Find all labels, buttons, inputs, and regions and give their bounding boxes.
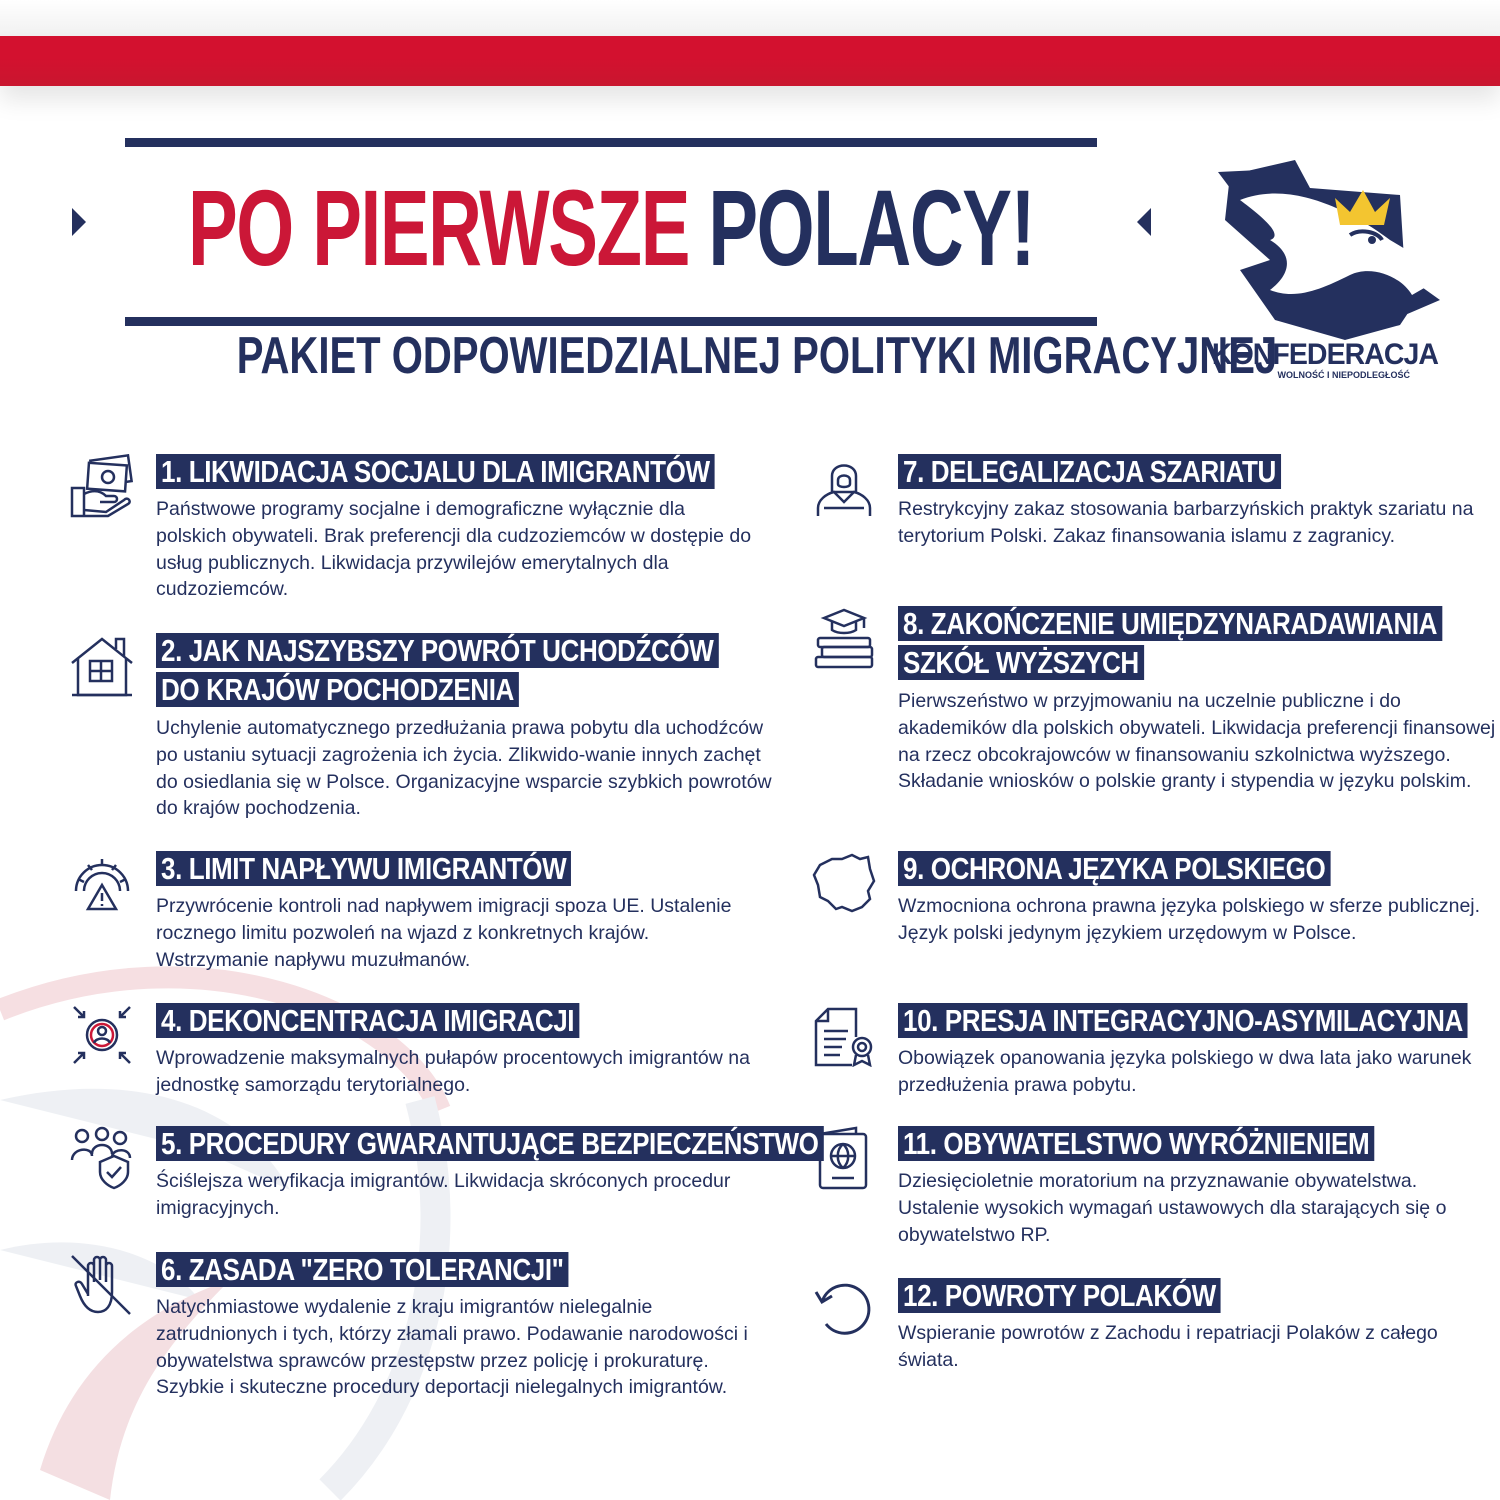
item-9-body: Wzmocniona ochrona prawna języka polskiego w sferze publicznej. Język polski jedynym językiem urzędowym w Polsce.: [898, 895, 1481, 944]
item-10-heading: [898, 1003, 1500, 1042]
logo-name: KONFEDERACJA: [1211, 338, 1439, 371]
people-shield-icon: [70, 1126, 134, 1190]
title-arrow-left-icon: [72, 208, 86, 236]
title-arrow-right-icon: [1137, 208, 1151, 236]
title-part-navy: POLACY!: [708, 166, 1035, 288]
item-8-heading-line1: 8. ZAKOŃCZENIE UMIĘDZYNARADAWIANIA: [898, 606, 1442, 641]
item-11-body: Dziesięcioletnie moratorium na przyznawanie obywatelstwa. Ustalenie wysokich wymagań ustawowych dla starających się o obywatelstwo RP.: [898, 1170, 1447, 1246]
stop-hand-icon: [70, 1252, 134, 1316]
item-7-body: Restrykcyjny zakaz stosowania barbarzyńskich praktyk szariatu na terytorium Polski. Zakaz finansowania islamu z zagranicy.: [898, 498, 1474, 547]
item-1-body: Państwowe programy socjalne i demograficzne wyłącznie dla polskich obywateli. Brak preferencji dla cudzoziemców w dostępie do usług publicznych. Likwidacja przywilejów emerytalnych dla cudzoziemców.: [156, 498, 752, 601]
item-1-heading: [156, 454, 821, 493]
item-4-body: Wprowadzenie maksymalnych pułapów procentowych imigrantów na jednostkę samorządu terytorialnego.: [156, 1047, 750, 1096]
item-2-heading-line1: 2. JAK NAJSZYBSZY POWRÓT UCHODŹCÓW: [156, 633, 718, 668]
passport-icon: [812, 1126, 876, 1190]
deconcentration-icon: [70, 1003, 134, 1067]
item-2-heading: [156, 633, 826, 711]
item-12-heading-line1: 12. POWROTY POLAKÓW: [898, 1278, 1221, 1313]
item-2-body: Uchylenie automatycznego przedłużania prawa pobytu dla uchodźców po ustaniu sytuacji zagrożenia ich życia. Zlikwido-wanie innych zachęt do osiedlania się w Polsce. Organizacyjne wsparcie szybkich powrotów do krajów pochodzenia.: [156, 717, 772, 820]
top-fade: [0, 0, 1500, 36]
certificate-icon: [812, 1003, 876, 1067]
item-12-body: Wspieranie powrotów z Zachodu i repatriacji Polaków z całego świata.: [898, 1322, 1438, 1371]
item-11-heading-line1: 11. OBYWATELSTWO WYRÓŻNIENIEM: [898, 1126, 1374, 1161]
item-3-heading: [156, 851, 650, 890]
item-7-heading-line1: 7. DELEGALIZACJA SZARIATU: [898, 454, 1281, 489]
item-3-heading-line1: 3. LIMIT NAPŁYWU IMIGRANTÓW: [156, 851, 571, 886]
title-rule-top: [125, 138, 1097, 147]
item-9-heading: [898, 851, 1413, 890]
item-8-heading-line2: SZKÓŁ WYŻSZYCH: [898, 645, 1144, 680]
item-4-heading-line1: 4. DEKONCENTRACJA IMIGRACJI: [156, 1003, 579, 1038]
limit-gauge-icon: [70, 851, 134, 915]
page-title: [187, 147, 1035, 307]
item-7-heading: [898, 454, 1354, 493]
item-4-heading: [156, 1003, 660, 1042]
item-5-heading-line1: 5. PROCEDURY GWARANTUJĄCE BEZPIECZEŃSTWO: [156, 1126, 823, 1161]
item-9-heading-line1: 9. OCHRONA JĘZYKA POLSKIEGO: [898, 851, 1330, 886]
item-5-body: Ściślejsza weryfikacja imigrantów. Likwidacja skróconych procedur imigracyjnych.: [156, 1170, 731, 1219]
red-flag-stripe: [0, 36, 1500, 86]
item-6-heading-line1: 6. ZASADA "ZERO TOLERANCJI": [156, 1252, 569, 1287]
item-10-heading-line1: 10. PRESJA INTEGRACYJNO-ASYMILACYJNA: [898, 1003, 1468, 1038]
logo-tagline: WOLNOŚĆ I NIEPODLEGŁOŚĆ: [1277, 370, 1410, 380]
house-icon: [70, 633, 134, 697]
item-1-heading-line1: 1. LIKWIDACJA SOCJALU DLA IMIGRANTÓW: [156, 454, 715, 489]
return-arrow-icon: [812, 1278, 876, 1342]
item-10-body: Obowiązek opanowania języka polskiego w dwa lata jako warunek przedłużenia prawa pobytu.: [898, 1047, 1472, 1096]
graduation-books-icon: [812, 606, 876, 670]
veiled-person-icon: [812, 454, 876, 518]
item-11-heading: [898, 1126, 1465, 1165]
item-2-heading-line2: DO KRAJÓW POCHODZENIA: [156, 672, 519, 707]
item-6-heading: [156, 1252, 647, 1291]
item-8-heading: [898, 606, 1500, 684]
money-hand-icon: [70, 454, 134, 518]
item-8-body: Pierwszeństwo w przyjmowaniu na uczelnie publiczne i do akademików dla polskich obywateli. Likwidacja preferencji finansowej na rzecz obcokrajowców w finansowaniu szkolnictwa wyższego. Składanie wniosków o polskie granty i stypendia w języku polskim.: [898, 690, 1496, 793]
page-subtitle: PAKIET ODPOWIEDZIALNEJ POLITYKI MIGRACYJNEJ: [236, 327, 1278, 385]
title-rule-bottom: [125, 317, 1097, 326]
item-12-heading: [898, 1278, 1282, 1317]
poland-map-icon: [812, 851, 876, 915]
title-box: [125, 138, 1097, 326]
item-6-body: Natychmiastowe wydalenie z kraju imigrantów nielegalnie zatrudnionych i tych, którzy złamali prawo. Podawanie narodowości i obywatelstwa sprawców przestępstw przez policję i prokuraturę. Szybkie i skuteczne procedury deportacji nielegalnych imigrantów.: [156, 1296, 748, 1399]
item-3-body: Przywrócenie kontroli nad napływem imigracji spoza UE. Ustalenie rocznego limitu pozwoleń na wjazd z konkretnych krajów. Wstrzymanie napływu muzułmanów.: [156, 895, 732, 971]
title-part-red: PO PIERWSZE: [187, 166, 690, 288]
